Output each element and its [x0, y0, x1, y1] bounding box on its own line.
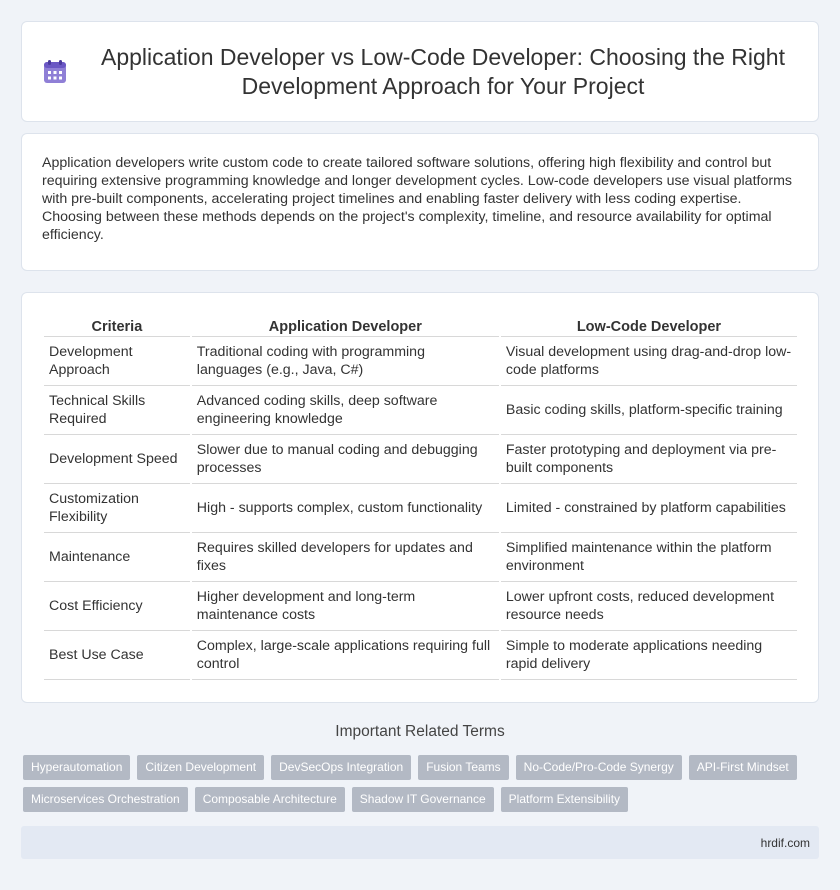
- low-code-developer-cell: Basic coding skills, platform-specific training: [501, 386, 797, 435]
- tag-composable-architecture[interactable]: Composable Architecture: [195, 787, 345, 812]
- footer-bar: [21, 826, 819, 859]
- title-wrap: [22, 22, 818, 121]
- criteria-cell: Best Use Case: [44, 631, 190, 680]
- related-terms-heading: Important Related Terms: [335, 723, 505, 740]
- low-code-developer-cell: Limited - constrained by platform capabilities: [501, 484, 797, 533]
- intro-paragraph: Application developers write custom code to create tailored software solutions, offering high flexibility and control but requiring extensive programming knowledge and longer development cycles. Low-code developers use visual platforms with pre-built components, accelerating project timelines and enabling faster delivery with less coding expertise. Choosing between these methods depends on the project's complexity, timeline, and resource availability for optimal efficiency.: [42, 155, 792, 243]
- comparison-table: [42, 315, 799, 680]
- table-row: [44, 337, 797, 386]
- tag-shadow-it-governance[interactable]: Shadow IT Governance: [352, 787, 494, 812]
- table-header-row: [44, 315, 797, 337]
- tag-platform-extensibility[interactable]: Platform Extensibility: [501, 787, 628, 812]
- criteria-cell: Development Approach: [44, 337, 190, 386]
- application-developer-cell: Traditional coding with programming languages (e.g., Java, C#): [192, 337, 499, 386]
- application-developer-cell: Higher development and long-term maintenance costs: [192, 582, 499, 631]
- tag-fusion-teams[interactable]: Fusion Teams: [418, 755, 508, 780]
- criteria-cell: Technical Skills Required: [44, 386, 190, 435]
- table-row: [44, 386, 797, 435]
- tag-row-1: [23, 755, 813, 780]
- low-code-developer-cell: Simplified maintenance within the platform environment: [501, 533, 797, 582]
- application-developer-cell: High - supports complex, custom functionality: [192, 484, 499, 533]
- tag-no-code-pro-code-synergy[interactable]: No-Code/Pro-Code Synergy: [516, 755, 682, 780]
- page-title: Application Developer vs Low-Code Developer: Choosing the Right Development Approach for Your Project: [101, 43, 785, 99]
- application-developer-cell: Advanced coding skills, deep software engineering knowledge: [192, 386, 499, 435]
- header-application-developer: Application Developer: [192, 315, 499, 337]
- table-row: [44, 435, 797, 484]
- criteria-cell: Customization Flexibility: [44, 484, 190, 533]
- application-developer-cell: Slower due to manual coding and debugging processes: [192, 435, 499, 484]
- table-row: [44, 484, 797, 533]
- header-low-code-developer: Low-Code Developer: [501, 315, 797, 337]
- tag-hyperautomation[interactable]: Hyperautomation: [23, 755, 130, 780]
- application-developer-cell: Requires skilled developers for updates and fixes: [192, 533, 499, 582]
- tag-citizen-development[interactable]: Citizen Development: [137, 755, 264, 780]
- low-code-developer-cell: Visual development using drag-and-drop low-code platforms: [501, 337, 797, 386]
- calendar-grid-icon: [42, 59, 68, 85]
- intro-card: [21, 133, 819, 271]
- comparison-table-card: [21, 292, 819, 703]
- low-code-developer-cell: Lower upfront costs, reduced development resource needs: [501, 582, 797, 631]
- tag-api-first-mindset[interactable]: API-First Mindset: [689, 755, 797, 780]
- footer-site-link[interactable]: hrdif.com: [760, 836, 810, 850]
- title-card: [21, 21, 819, 122]
- related-terms-tags: [23, 755, 813, 819]
- low-code-developer-cell: Simple to moderate applications needing rapid delivery: [501, 631, 797, 680]
- table-row: [44, 582, 797, 631]
- criteria-cell: Maintenance: [44, 533, 190, 582]
- tag-microservices-orchestration[interactable]: Microservices Orchestration: [23, 787, 188, 812]
- table-row: [44, 533, 797, 582]
- application-developer-cell: Complex, large-scale applications requiring full control: [192, 631, 499, 680]
- table-row: [44, 631, 797, 680]
- low-code-developer-cell: Faster prototyping and deployment via pre-built components: [501, 435, 797, 484]
- tag-devsecops-integration[interactable]: DevSecOps Integration: [271, 755, 411, 780]
- tag-row-2: [23, 787, 813, 812]
- criteria-cell: Cost Efficiency: [44, 582, 190, 631]
- header-criteria: Criteria: [44, 315, 190, 337]
- criteria-cell: Development Speed: [44, 435, 190, 484]
